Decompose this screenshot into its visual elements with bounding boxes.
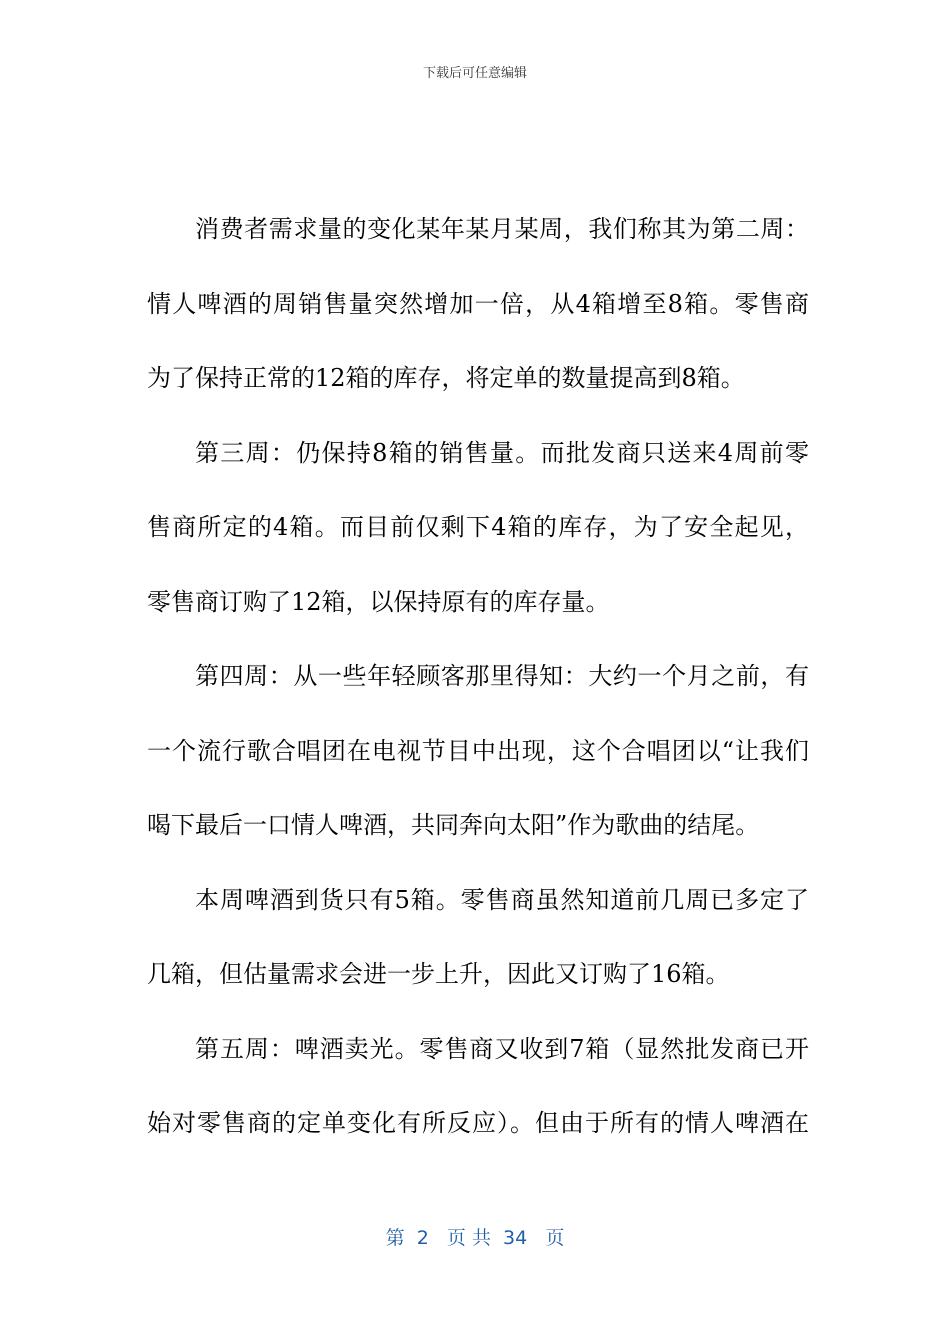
paragraph-3-line-1: 第四周：从一些年轻顾客那里得知：大约一个月之前，有	[195, 662, 809, 690]
paragraph-5-line-1: 第五周：啤酒卖光。零售商又收到7箱（显然批发商已开	[195, 1034, 809, 1063]
paragraph-1-line-3: 为了保持正常的12箱的库存，将定单的数量提高到8箱。	[147, 364, 745, 392]
paragraph-4-line-1: 本周啤酒到货只有5箱。零售商虽然知道前几周已多定了	[195, 885, 809, 914]
paragraph-4-line-2: 几箱，但估量需求会进一步上升，因此又订购了16箱。	[147, 960, 730, 988]
paragraph-2-line-1: 第三周：仍保持8箱的销售量。而批发商只送来4周前零	[195, 438, 809, 467]
paragraph-2-line-3: 零售商订购了12箱，以保持原有的库存量。	[147, 587, 610, 616]
paragraph-5-line-2: 始对零售商的定单变化有所反应）。但由于所有的情人啤酒在	[147, 1109, 809, 1137]
paragraph-1-line-2: 情人啤酒的周销售量突然增加一倍，从4箱增至8箱。零售商	[147, 289, 809, 318]
paragraph-2-line-2: 售商所定的4箱。而目前仅剩下4箱的库存，为了安全起见，	[147, 513, 809, 541]
page-header-note: 下载后可任意编辑	[422, 66, 527, 81]
paragraph-3-line-3: 喝下最后一口情人啤酒，共同奔向太阳”作为歌曲的结尾。	[147, 811, 760, 839]
body-text	[147, 192, 809, 1161]
paragraph-3-line-2: 一个流行歌合唱团在电视节目中出现，这个合唱团以“让我们	[147, 736, 809, 765]
page-number-footer: 第 2 页 共 34 页	[385, 1227, 565, 1249]
paragraph-1-line-1: 消费者需求量的变化某年某月某周，我们称其为第二周：	[195, 215, 809, 243]
